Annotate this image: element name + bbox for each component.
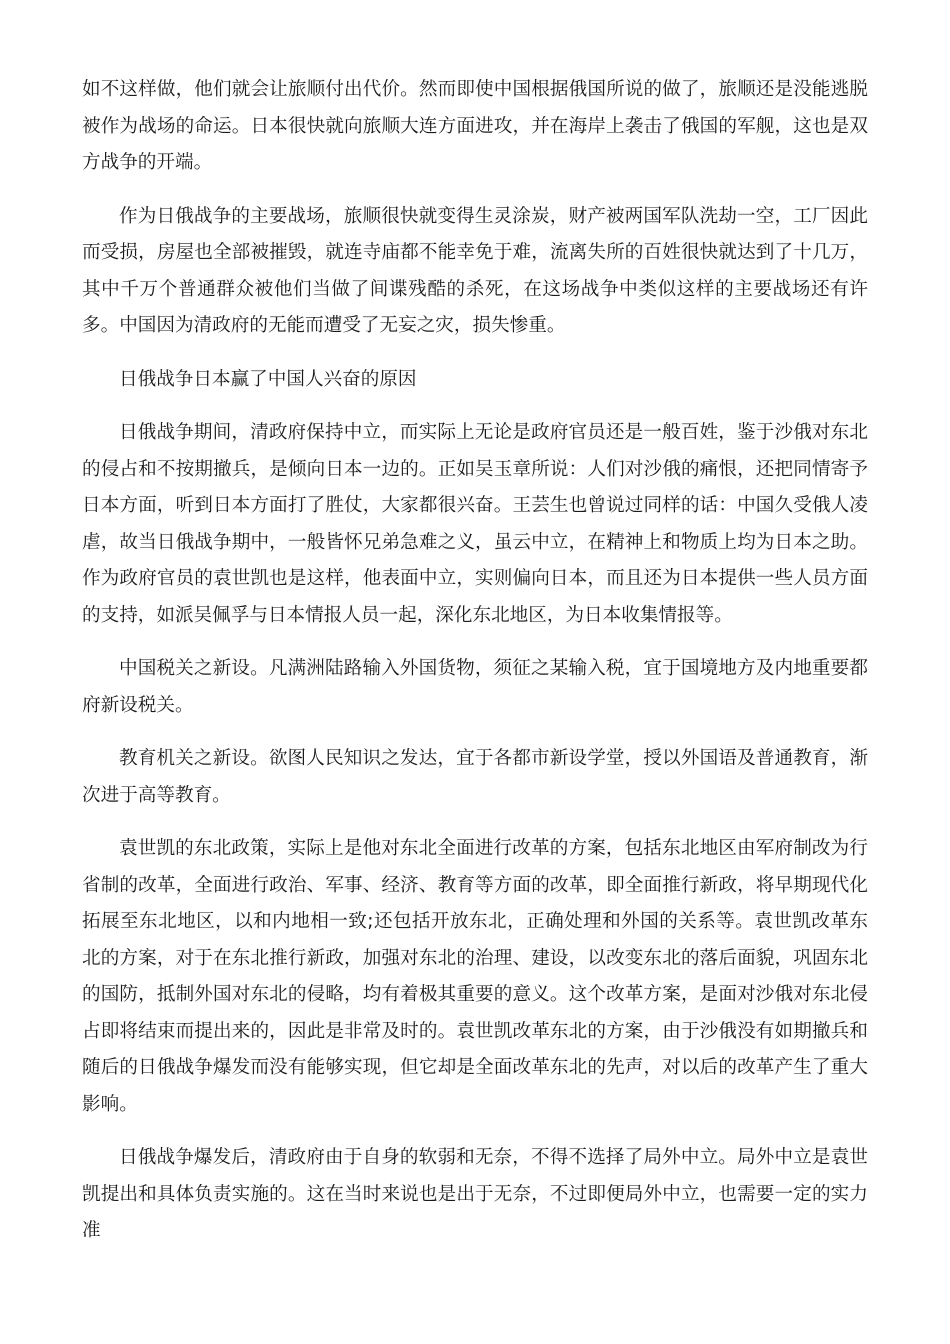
paragraph-continued-text: 如不这样做，他们就会让旅顺付出代价。然而即使中国根据俄国所说的做了，旅顺还是没能逃脱被作为战场的命运。日本很快就向旅顺大连方面进攻，并在海岸上袭击了俄国的军舰，这也是双方战争的开端。 xyxy=(82,79,868,173)
paragraph-northeast-policy: 袁世凯的东北政策，实际上是他对东北全面进行改革的方案，包括东北地区由军府制改为行省制的改革，全面进行政治、军事、经济、教育等方面的改革，即全面推行新政，将早期现代化拓展至东北地区，以和内地相一致;还包括开放东北，正确处理和外国的关系等。袁世凯改革东北的方案，对于在东北推行新政，加强对东北的治理、建设，以改变东北的落后面貌，巩固东北的国防，抵制外国对东北的侵略，均有着极其重要的意义。这个改革方案，是面对沙俄对东北侵占即将结束而提出来的，因此是非常及时的。袁世凯改革东北的方案，由于沙俄没有如期撤兵和随后的日俄战争爆发而没有能够实现，但它却是全面改革东北的先声，对以后的改革产生了重大影响。 xyxy=(82,838,868,1115)
paragraph-neutrality: 日俄战争爆发后，清政府由于自身的软弱和无奈，不得不选择了局外中立。局外中立是袁世凯提出和具体负责实施的。这在当时来说也是出于无奈，不过即便局外中立，也需要一定的实力准 xyxy=(82,1147,868,1241)
paragraph-battlefield-damage: 作为日俄战争的主要战场，旅顺很快就变得生灵涂炭，财产被两国军队洗劫一空，工厂因此而受损，房屋也全部被摧毁，就连寺庙都不能幸免于难，流离失所的百姓很快就达到了十几万，其中千万个普通群众被他们当做了间谍残酷的杀死，在这场战争中类似这样的主要战场还有许多。中国因为清政府的无能而遭受了无妄之灾，损失惨重。 xyxy=(82,205,868,336)
paragraph-customs: 中国税关之新设。凡满洲陆路输入外国货物，须征之某输入税，宜于国境地方及内地重要都府新设税关。 xyxy=(82,658,868,716)
paragraph-public-sentiment: 日俄战争期间，清政府保持中立，而实际上无论是政府官员还是一般百姓，鉴于沙俄对东北的侵占和不按期撤兵，是倾向日本一边的。正如吴玉章所说：人们对沙俄的痛恨，还把同情寄予日本方面，听到日本方面打了胜仗，大家都很兴奋。王芸生也曾说过同样的话：中国久受俄人凌虐，故当日俄战争期中，一般皆怀兄弟急难之义，虽云中立，在精神上和物质上均为日本之助。作为政府官员的袁世凯也是这样，他表面中立，实则偏向日本，而且还为日本提供一些人员方面的支持，如派吴佩孚与日本情报人员一起，深化东北地区，为日本收集情报等。 xyxy=(82,422,868,626)
document-body xyxy=(82,72,868,1267)
section-heading: 日俄战争日本赢了中国人兴奋的原因 xyxy=(119,368,417,390)
paragraph-education: 教育机关之新设。欲图人民知识之发达，宜于各都市新设学堂，授以外国语及普通教育，渐次进于高等教育。 xyxy=(82,748,868,806)
